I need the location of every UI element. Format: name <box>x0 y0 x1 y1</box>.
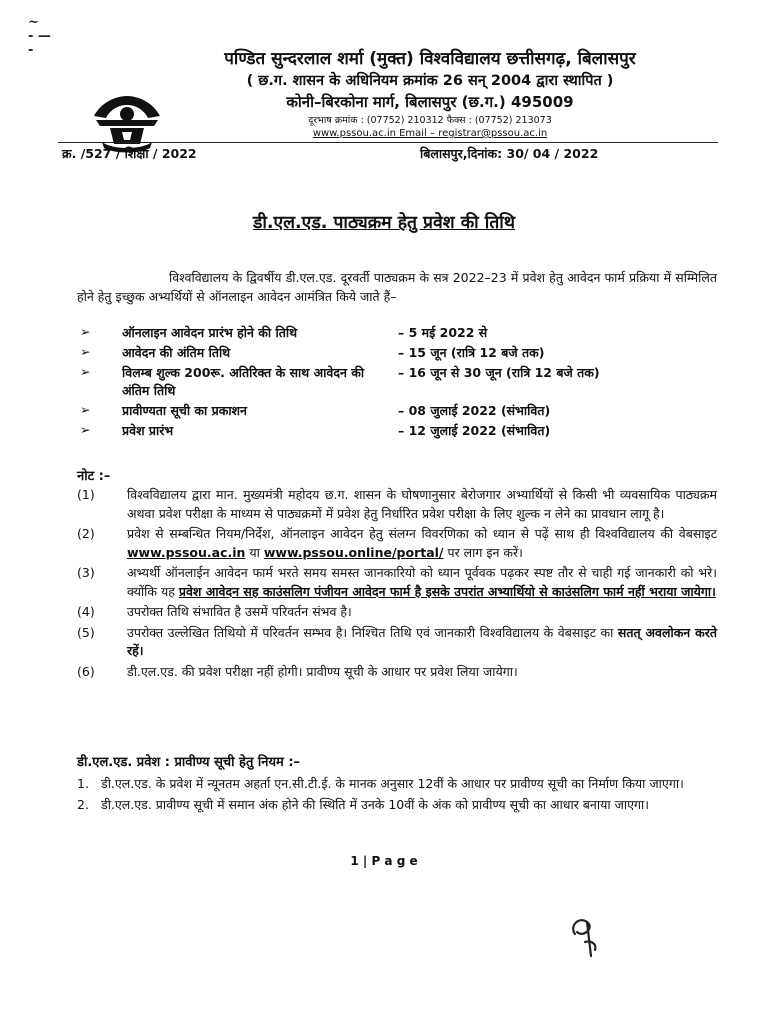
arrow-bullet-icon: ➢ <box>80 402 91 417</box>
notes-list <box>77 486 717 683</box>
note-text <box>127 564 717 601</box>
website-link-portal[interactable]: www.pssou.online/portal/ <box>263 544 444 560</box>
note-item <box>77 564 717 601</box>
note-text: विश्वविद्यालय द्वारा मान. मुख्यमंत्री महोदय छ.ग. शासन के घोषणानुसार बेरोजगार अभ्यार्थियों से किसी भी व्यवसायिक पाठ्यक्रम अथवा प्रवेश परीक्षा के माध्यम से पाठ्यक्रमों में प्रवेश हेतु निर्धारित प्रवेश परीक्षा के लिए शुल्क न लेने का प्रावधान लागू है। <box>127 487 717 521</box>
note-number: (1) <box>77 487 95 502</box>
schedule-value: – 08 जुलाई 2022 (संभावित) <box>398 403 551 418</box>
note-text <box>127 525 717 562</box>
document-title: डी.एल.एड. पाठ्यक्रम हेतु प्रवेश की तिथि <box>252 213 516 233</box>
schedule-value: – 15 जून (रात्रि 12 बजे तक) <box>398 345 545 360</box>
note-text: डी.एल.एड. की प्रवेश परीक्षा नहीं होगी। प्रावीण्य सूची के आधार पर प्रवेश लिया जायेगा। <box>127 663 518 679</box>
note-text: उपरोक्त तिथि संभावित है उसमें परिवर्तन संभव है। <box>127 604 352 619</box>
arrow-bullet-icon: ➢ <box>80 344 91 359</box>
note-emphasis: सतत् अवलोकन करते रहें। <box>127 624 717 658</box>
schedule-label: प्रवेश प्रारंभ <box>122 423 174 438</box>
schedule-value: – 5 मई 2022 से <box>398 325 488 340</box>
note-item <box>77 663 717 682</box>
note-text-part: या <box>245 544 264 560</box>
establishment-line: ( छ.ग. शासन के अधिनियम क्रमांक 26 सन् 2004 द्वारा स्थापित ) <box>246 73 614 89</box>
note-number: (6) <box>77 663 95 679</box>
schedule-value: – 12 जुलाई 2022 (संभावित) <box>398 423 551 438</box>
rule-item <box>77 774 717 793</box>
note-text-part: उपरोक्त उल्लेखित तिथियो में परिवर्तन सम्भव है। निश्चित तिथि एवं जानकारी विश्वविद्यालय के वेबसाइट का <box>127 624 618 640</box>
header-rule <box>58 142 718 143</box>
schedule-label: आवेदन की अंतिम तिथि <box>122 345 231 360</box>
note-item <box>77 525 717 562</box>
letter-date: बिलासपुर,दिनांक: 30/ 04 / 2022 <box>420 146 599 161</box>
note-text <box>127 624 717 661</box>
arrow-bullet-icon: ➢ <box>80 364 91 379</box>
web-email-line: www.pssou.ac.in Email – registrar@pssou.ac.in <box>312 128 548 139</box>
schedule-label: विलम्ब शुल्क 200रू. अतिरिक्त के साथ आवेदन की अंतिम तिथि <box>122 365 365 398</box>
intro-paragraph: विश्वविद्यालय के द्विवर्षीय डी.एल.एड. दूरवर्ती पाठ्यक्रम के सत्र 2022–23 में प्रवेश हेतु आवेदन फार्म प्रक्रिया में सम्मिलित होने हेतु इच्छुक अभ्यर्थियों से ऑनलाइन आवेदन आमंत्रित किये जाते हैं– <box>77 270 717 304</box>
note-item <box>77 603 717 622</box>
note-emphasis: प्रवेश आवेदन सह काउंसलिग पंजीयन आवेदन फार्म है इसके उपरांत अभ्यार्थियो से काउंसलिग फार्म नहीं भराया जायेगा। <box>178 583 716 599</box>
rule-text: डी.एल.एड. के प्रवेश में न्यूनतम अहर्ता एन.सी.टी.ई. के मानक अनुसार 12वीं के आधार पर प्रावीण्य सूची का निर्माण किया जाएगा। <box>101 776 684 791</box>
note-text-part: पर लाग इन करें। <box>443 544 523 560</box>
merit-rules-heading: डी.एल.एड. प्रवेश : प्रावीण्य सूची हेतु नियम :– <box>77 755 301 770</box>
note-item <box>77 486 717 523</box>
schedule-label: प्रावीण्यता सूची का प्रकाशन <box>122 403 247 418</box>
schedule-label: ऑनलाइन आवेदन प्रारंभ होने की तिथि <box>122 325 298 340</box>
address-line: कोनी–बिरकोना मार्ग, बिलासपुर (छ.ग.) 495009 <box>286 93 574 111</box>
reference-number: क्र. /527 / शिक्षा / 2022 <box>62 146 197 161</box>
website-link-pssou[interactable]: www.pssou.ac.in <box>127 544 246 560</box>
page-footer: 1 | P a g e <box>350 854 418 868</box>
arrow-bullet-icon: ➢ <box>80 422 91 437</box>
note-number: (3) <box>77 565 95 580</box>
merit-rules-list <box>77 774 717 816</box>
note-number: (2) <box>77 526 95 541</box>
handwritten-signature <box>565 912 605 962</box>
university-name: पण्डित सुन्दरलाल शर्मा (मुक्त) विश्वविद्यालय छत्तीसगढ़, बिलासपुर <box>224 49 636 69</box>
note-text-part: अभ्यर्थी ऑनलाईन आवेदन फार्म भरते समय समस्त जानकारियो को ध्यान पूर्ववक पढ़कर स्पष्ट तौर से चाही गई जानकारी को भरे। क्योंकि यह <box>127 565 717 599</box>
phone-fax-line: दूरभाष क्रमांक : (07752) 210312 फैक्स : (07752) 213073 <box>308 115 552 126</box>
arrow-bullet-icon: ➢ <box>80 324 91 339</box>
note-item <box>77 624 717 661</box>
rule-item <box>77 795 717 814</box>
note-number: (4) <box>77 604 95 619</box>
note-number: (5) <box>77 624 95 640</box>
note-heading: नोट :– <box>77 469 111 484</box>
note-text-part: प्रवेश से सम्बन्धित नियम/निर्देश, ऑनलाइन आवेदन हेतु संलग्न विवरणिका को ध्यान से पढ़ें साथ ही विश्वविद्यालय की वेबसाइट <box>127 526 717 541</box>
rule-text: डी.एल.एड. प्रावीण्य सूची में समान अंक होने की स्थिति में उनके 10वीं के अंक को प्रावीण्य सूची का आधार बनाया जाएगा। <box>101 797 650 812</box>
rule-number: 2. <box>77 797 89 812</box>
rule-number: 1. <box>77 776 89 791</box>
margin-scribble: ~ - — - <box>28 15 51 58</box>
schedule-value: – 16 जून से 30 जून (रात्रि 12 बजे तक) <box>398 365 600 380</box>
